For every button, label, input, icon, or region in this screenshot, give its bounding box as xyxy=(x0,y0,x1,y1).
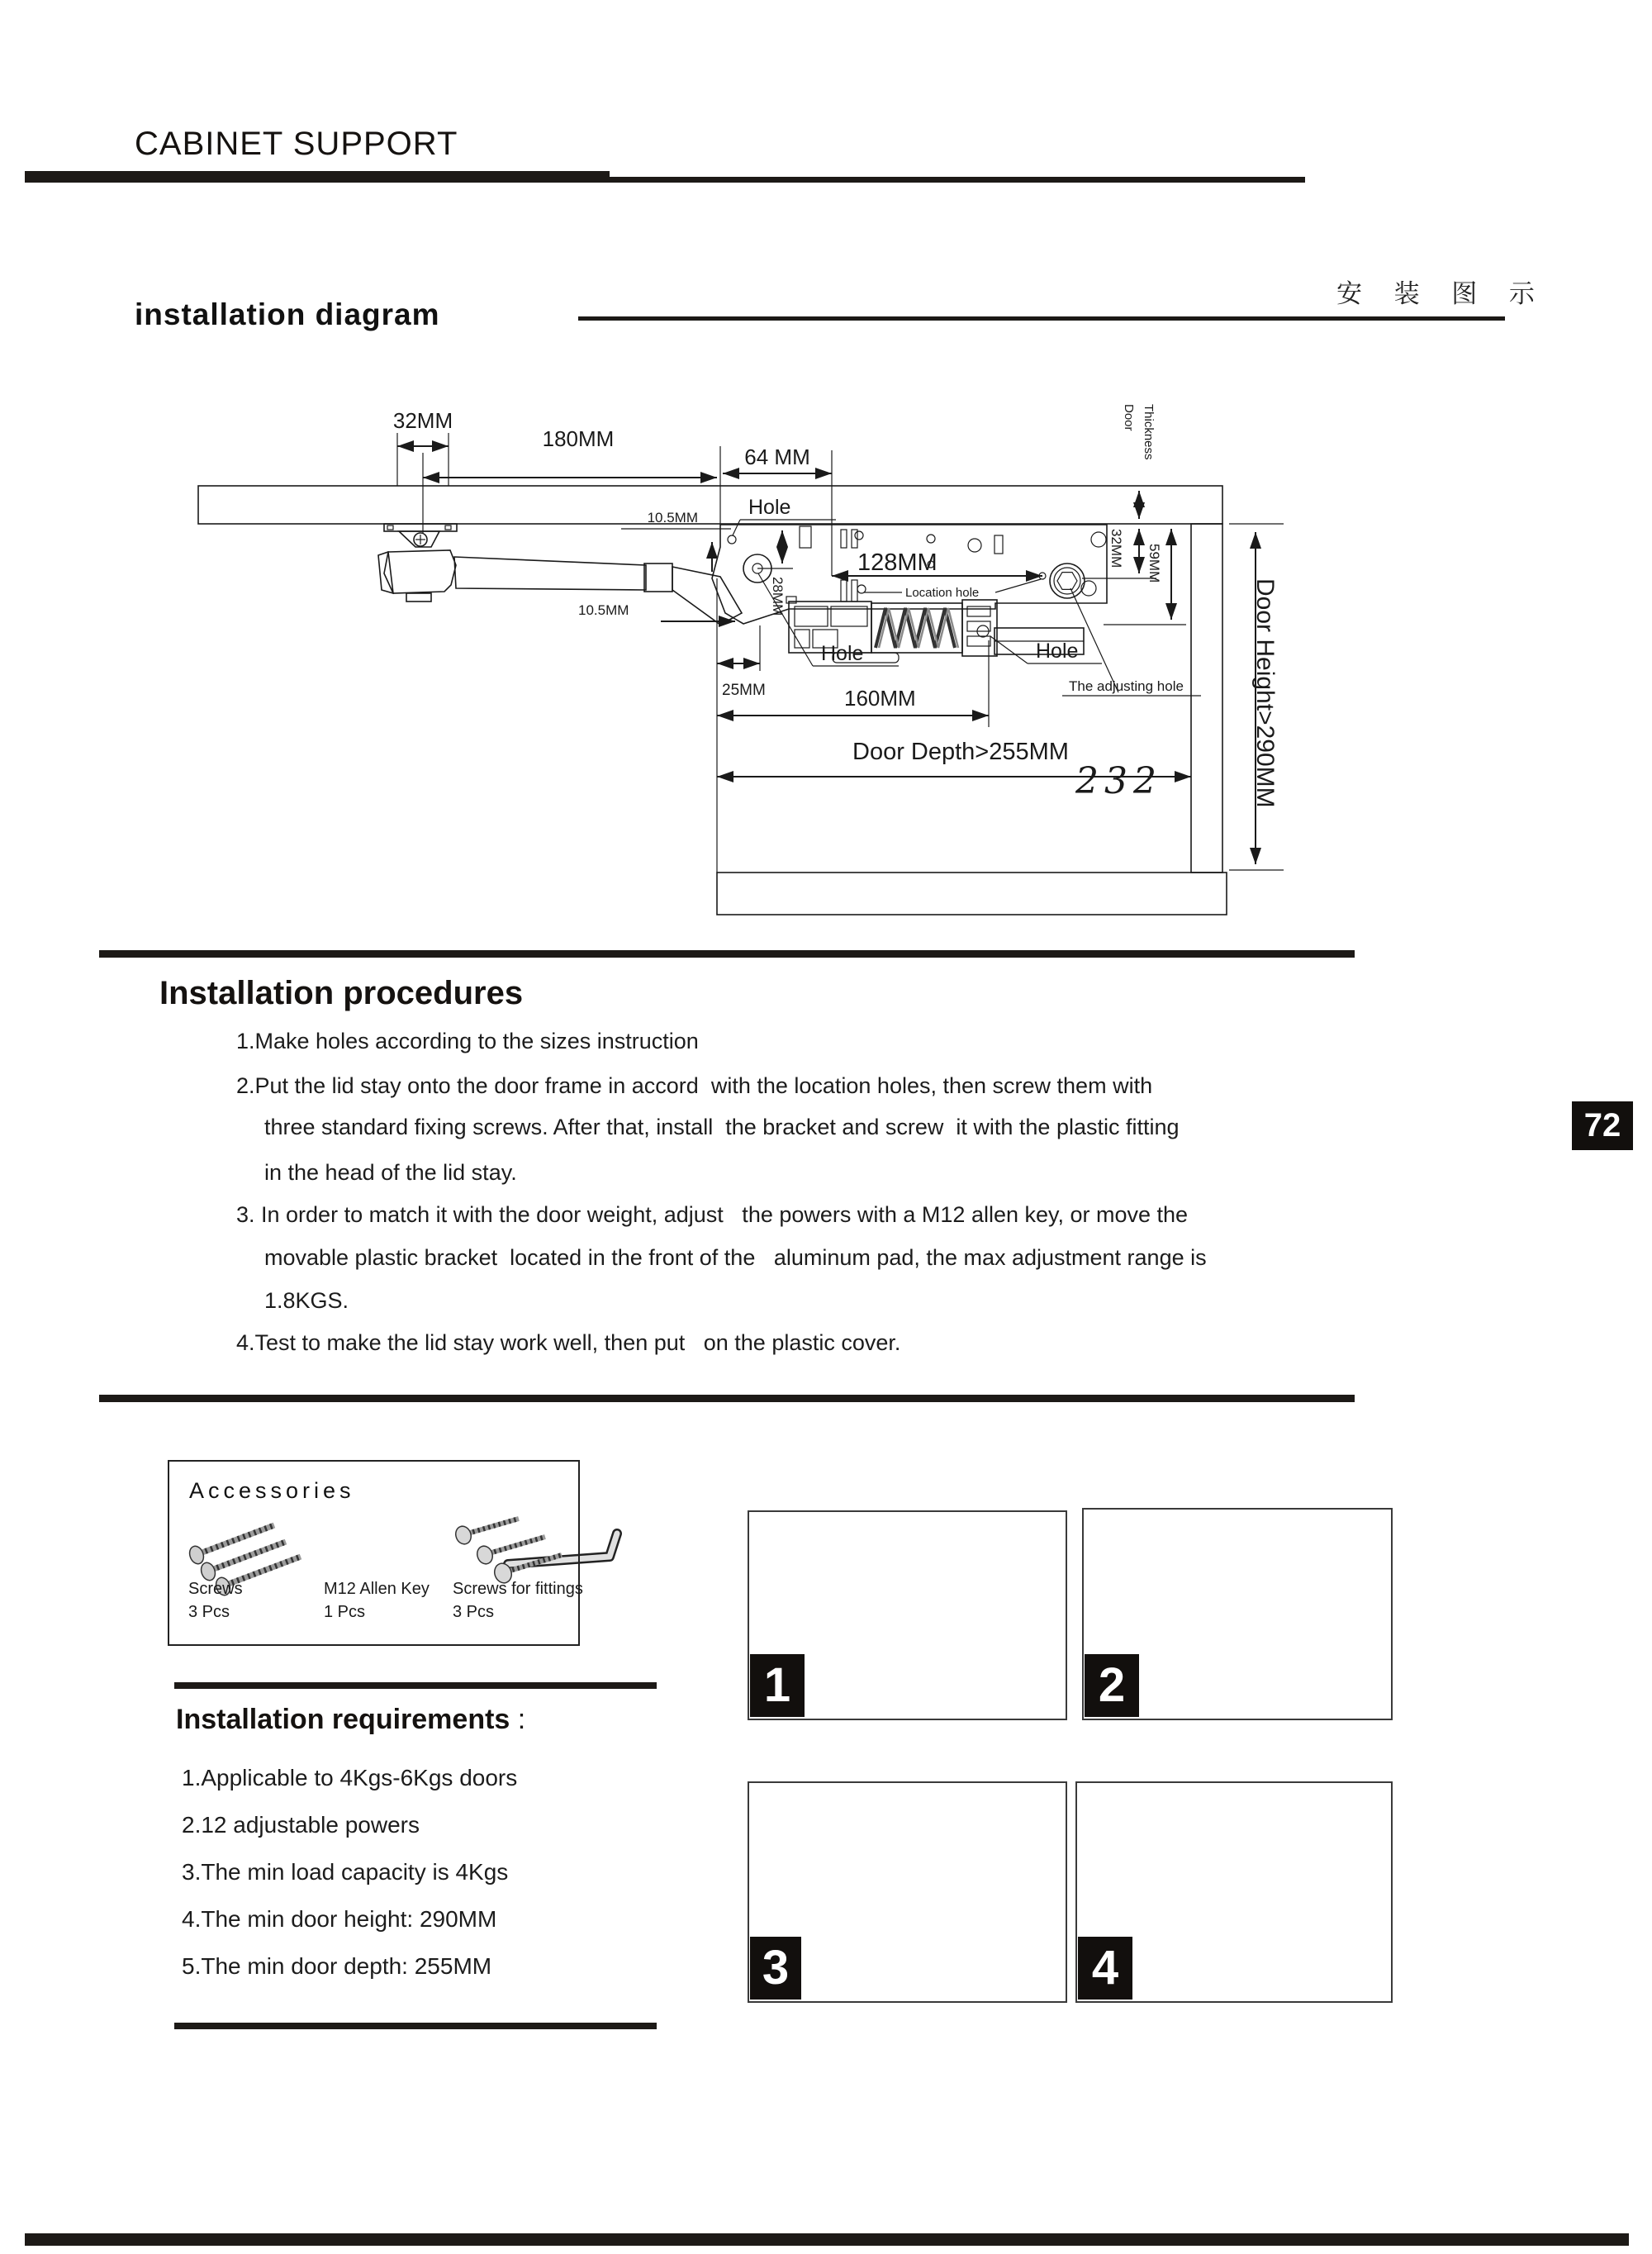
callout-hole-lower-right xyxy=(990,636,1102,663)
callout-adjusting-hole xyxy=(1062,588,1201,696)
door-thickness-label-2: Thickness xyxy=(1142,404,1156,460)
dim-32mm-right xyxy=(1082,529,1156,578)
stamp-232: 232 xyxy=(1075,760,1162,802)
section-title: installation diagram xyxy=(135,297,440,331)
dim-160mm-label: 160MM xyxy=(844,686,916,711)
dim-32mm-top-label: 32MM xyxy=(392,408,453,433)
dim-128mm-label: 128MM xyxy=(857,549,938,576)
accessories-title: Accessories xyxy=(189,1478,355,1503)
dim-28mm-label: 28MM xyxy=(770,577,786,616)
door-thickness-label-1: Door xyxy=(1122,404,1136,431)
procedure-line: 2.Put the lid stay onto the door frame in accord with the location holes, then screw them with xyxy=(236,1073,1153,1098)
dim-105mm-lower-label: 10.5MM xyxy=(578,602,629,618)
callout-location-hole xyxy=(864,579,1041,600)
page-bottom-rule xyxy=(25,2233,1629,2246)
step-number-2: 2 xyxy=(1085,1654,1139,1717)
dim-25mm xyxy=(717,625,766,699)
location-hole-label: Location hole xyxy=(905,586,980,600)
requirements-rule-top xyxy=(174,1682,657,1689)
dim-128mm xyxy=(832,549,1042,576)
requirement-line: 4.The min door height: 290MM xyxy=(182,1906,497,1932)
dim-180mm-label: 180MM xyxy=(542,426,615,451)
requirement-line: 5.The min door depth: 255MM xyxy=(182,1953,492,1979)
step-number-3: 3 xyxy=(750,1937,801,2000)
step-number-1: 1 xyxy=(750,1654,805,1717)
door-panel xyxy=(1191,524,1222,873)
requirement-line: 2.12 adjustable powers xyxy=(182,1812,420,1838)
procedure-line: three standard fixing screws. After that, install the bracket and screw it with the plastic fitting xyxy=(264,1115,1180,1139)
procedures-title: Installation procedures xyxy=(159,975,524,1011)
accessory-qty: 1 Pcs xyxy=(324,1603,366,1621)
procedure-line: 3. In order to match it with the door weight, adjust the powers with a M12 allen key, or move the xyxy=(236,1202,1189,1227)
page-title: CABINET SUPPORT xyxy=(135,126,458,162)
dim-32mm-right-label: 32MM xyxy=(1108,529,1124,568)
procedure-line: 1.Make holes according to the sizes instruction xyxy=(236,1029,699,1053)
section-title-chinese: 安 装 图 示 xyxy=(1336,279,1547,308)
page-number-badge: 72 xyxy=(1572,1101,1633,1150)
dim-105mm-upper xyxy=(621,510,731,572)
requirement-line: 3.The min load capacity is 4Kgs xyxy=(182,1859,509,1885)
spring-mechanism xyxy=(786,597,997,663)
procedure-line: 1.8KGS. xyxy=(264,1288,349,1313)
divider-middle xyxy=(99,1395,1355,1402)
hole-lower-left-label: Hole xyxy=(821,642,864,665)
accessory-label: Screws for fittings xyxy=(453,1580,583,1598)
dim-door-depth xyxy=(717,739,1191,802)
callout-hole-upper xyxy=(733,496,836,535)
requirements-rule-bottom xyxy=(174,2023,657,2029)
step-number-4: 4 xyxy=(1078,1937,1132,2000)
hole-upper-target xyxy=(728,535,736,544)
accessory-qty: 3 Pcs xyxy=(453,1603,495,1621)
dim-door-height xyxy=(1229,524,1284,870)
dim-59mm-label: 59MM xyxy=(1146,544,1162,583)
accessory-label: Screws xyxy=(188,1580,243,1598)
dim-25mm-label: 25MM xyxy=(722,682,766,699)
procedure-line: 4.Test to make the lid stay work well, then put on the plastic cover. xyxy=(236,1330,901,1355)
dim-64mm-label: 64 MM xyxy=(744,445,810,469)
dim-32mm-top xyxy=(393,408,453,533)
dim-105mm-upper-label: 10.5MM xyxy=(647,510,698,525)
procedure-line: in the head of the lid stay. xyxy=(264,1160,517,1185)
cabinet-top-panel xyxy=(198,486,1222,524)
door-depth-label: Door Depth>255MM xyxy=(852,739,1069,765)
mounting-bracket xyxy=(378,524,457,602)
requirements-title-colon: : xyxy=(510,1704,526,1735)
hole-lower-right-label: Hole xyxy=(1036,640,1079,663)
hex-adjuster xyxy=(1050,564,1085,598)
procedure-line: movable plastic bracket located in the front of the aluminum pad, the max adjustment range is xyxy=(264,1245,1207,1270)
accessory-qty: 3 Pcs xyxy=(188,1603,230,1621)
hole-upper-label: Hole xyxy=(748,496,791,519)
adjusting-hole-label: The adjusting hole xyxy=(1069,678,1184,694)
accessory-label: M12 Allen Key xyxy=(324,1580,430,1598)
divider-top xyxy=(99,950,1355,958)
requirement-line: 1.Applicable to 4Kgs-6Kgs doors xyxy=(182,1765,518,1790)
dim-door-thickness xyxy=(1122,404,1156,519)
door-height-label: Door Height>290MM xyxy=(1251,578,1279,808)
requirements-title-text: Installation requirements xyxy=(176,1704,510,1735)
requirements-title xyxy=(176,1704,525,1736)
